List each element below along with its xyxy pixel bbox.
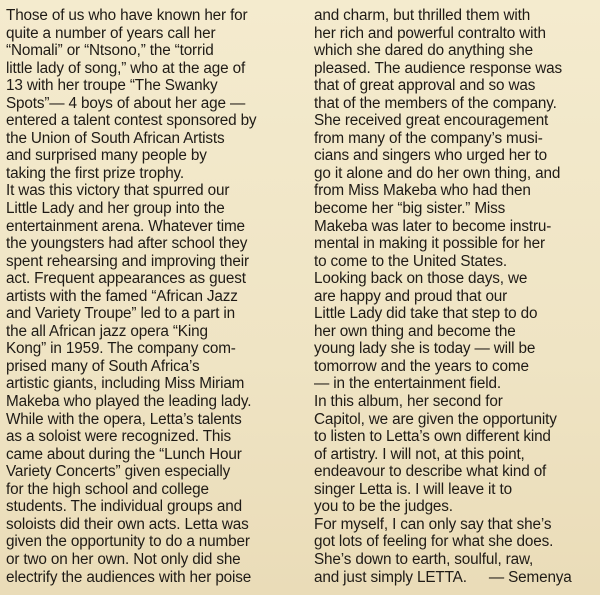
text-line: the all African jazz opera “King [6, 322, 208, 340]
text-line: little lady of song,” who at the age of [6, 59, 246, 77]
text-line: Little Lady did take that step to do [314, 305, 538, 323]
text-line: spent rehearsing and improving their [6, 252, 249, 270]
text-line: 13 with her troupe “The Swanky [6, 77, 218, 95]
signature: — Semenya [488, 568, 572, 586]
text-line: from Miss Makeba who had then [314, 182, 531, 200]
text-line: and charm, but thrilled them with [314, 7, 531, 24]
text-line: She received great encouragement [314, 112, 549, 130]
text-line: singer Letta is. I will leave it to [314, 480, 512, 498]
closing-line [314, 569, 572, 587]
text-line: artists with the famed “African Jazz [6, 287, 238, 305]
text-line: to listen to Letta’s own different kind [314, 428, 551, 446]
text-line: got lots of feeling for what she does. [314, 533, 554, 551]
text-line: young lady she is today — will be [314, 340, 536, 358]
text-line: you to be the judges. [314, 498, 453, 516]
left-column [6, 7, 256, 586]
text-line: which she dared do anything she [314, 42, 534, 60]
text-line: that of great approval and so was [314, 77, 536, 95]
text-line: Those of us who have known her for [6, 7, 248, 24]
text-line: Makeba who played the leading lady. [6, 393, 252, 411]
text-line: soloists did their own acts. Letta was [6, 515, 249, 533]
text-line: the youngsters had after school they [6, 235, 248, 253]
text-line: from many of the company’s musi- [314, 129, 543, 147]
text-line: Capitol, we are given the opportunity [314, 410, 557, 428]
text-line: tomorrow and the years to come [314, 357, 529, 375]
text-line: endeavour to describe what kind of [314, 463, 547, 481]
text-line: the Union of South African Artists [6, 129, 225, 147]
text-line: act. Frequent appearances as guest [6, 270, 246, 288]
text-line: She’s down to earth, soulful, raw, [314, 550, 534, 568]
text-line: came about during the “Lunch Hour [6, 445, 242, 463]
text-line: given the opportunity to do a number [6, 533, 250, 551]
text-line: entered a talent contest sponsored by [6, 112, 257, 130]
text-line: cians and singers who urged her to [314, 147, 547, 165]
text-line: It was this victory that spurred our [6, 182, 230, 200]
text-line: prised many of South Africa’s [6, 357, 200, 375]
text-line: “Nomali” or “Ntsono,” the “torrid [6, 42, 214, 60]
text-line: of artistry. I will not, at this point, [314, 445, 525, 463]
text-line: Little Lady and her group into the [6, 200, 225, 218]
text-line: for the high school and college [6, 480, 209, 498]
text-line: go it alone and do her own thing, and [314, 164, 561, 182]
text-line: become her “big sister.” Miss [314, 200, 506, 218]
text-line: that of the members of the company. [314, 94, 557, 112]
text-line: Spots”— 4 boys of about her age — [6, 94, 246, 112]
text-line: her own thing and become the [314, 322, 516, 340]
text-line: are happy and proud that our [314, 287, 508, 305]
text-line: Looking back on those days, we [314, 270, 528, 288]
text-line: as a soloist were recognized. This [6, 428, 232, 446]
text-line: quite a number of years call her [6, 24, 216, 42]
text-line: mental in making it possible for her [314, 235, 545, 253]
text-line: and just simply LETTA. [314, 568, 467, 586]
text-line: Makeba was later to become instru- [314, 217, 552, 235]
text-line: artistic giants, including Miss Miriam [6, 375, 245, 393]
text-line: students. The individual groups and [6, 498, 242, 516]
text-line: or two on her own. Not only did she [6, 550, 241, 568]
text-line: to come to the United States. [314, 252, 507, 270]
text-line: — in the entertainment field. [314, 375, 501, 393]
right-column [314, 7, 572, 586]
text-line: and surprised many people by [6, 147, 207, 165]
text-line: For myself, I can only say that she’s [314, 515, 552, 533]
text-line: taking the first prize trophy. [6, 164, 185, 182]
text-line: and Variety Troupe” led to a part in [6, 305, 236, 323]
text-line: her rich and powerful contralto with [314, 24, 546, 42]
text-line: pleased. The audience response was [314, 59, 563, 77]
text-line: Variety Concerts” given especially [6, 463, 231, 481]
text-line: electrify the audiences with her poise [6, 568, 252, 586]
text-line: Kong” in 1959. The company com- [6, 340, 236, 358]
text-line: In this album, her second for [314, 393, 503, 411]
text-line: entertainment arena. Whatever time [6, 217, 245, 235]
text-line: While with the opera, Letta’s talents [6, 410, 242, 428]
